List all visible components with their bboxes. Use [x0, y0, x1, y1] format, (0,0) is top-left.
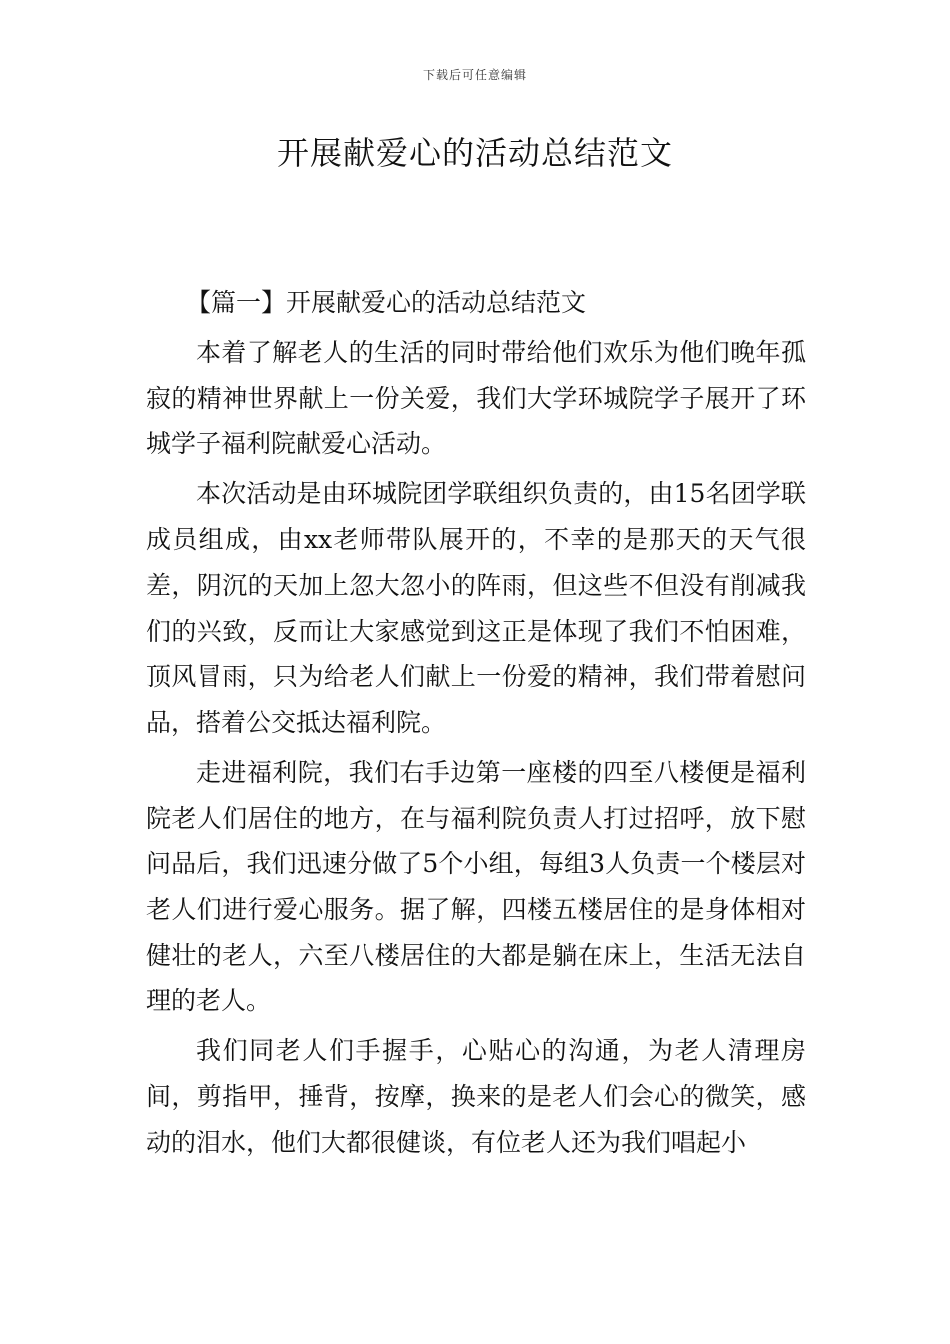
header-note: 下载后可任意编辑 — [422, 68, 527, 82]
document-body — [146, 280, 806, 1170]
paragraph-2: 本次活动是由环城院团学联组织负责的，由15名团学联成员组成，由xx老师带队展开的，不幸的是那天的天气很差，阴沉的天加上忽大忽小的阵雨，但这些不但没有削减我们的兴致，反而让大家感觉到这正是体现了我们不怕困难，顶风冒雨，只为给老人们献上一份爱的精神，我们带着慰问品，搭着公交抵达福利院。 — [146, 479, 806, 737]
paragraph-4: 我们同老人们手握手，心贴心的沟通，为老人清理房间，剪指甲，捶背，按摩，换来的是老人们会心的微笑，感动的泪水，他们大都很健谈，有位老人还为我们唱起小 — [146, 1036, 806, 1157]
section-heading: 【篇一】开展献爱心的活动总结范文 — [186, 288, 587, 317]
document-title: 开展献爱心的活动总结范文 — [276, 134, 673, 172]
paragraph-3: 走进福利院，我们右手边第一座楼的四至八楼便是福利院老人们居住的地方，在与福利院负责人打过招呼，放下慰问品后，我们迅速分做了5个小组，每组3人负责一个楼层对老人们进行爱心服务。据了解，四楼五楼居住的是身体相对健壮的老人，六至八楼居住的大都是躺在床上，生活无法自理的老人。 — [146, 757, 806, 1016]
paragraph-1: 本着了解老人的生活的同时带给他们欢乐为他们晚年孤寂的精神世界献上一份关爱，我们大学环城院学子展开了环城学子福利院献爱心活动。 — [146, 338, 806, 459]
